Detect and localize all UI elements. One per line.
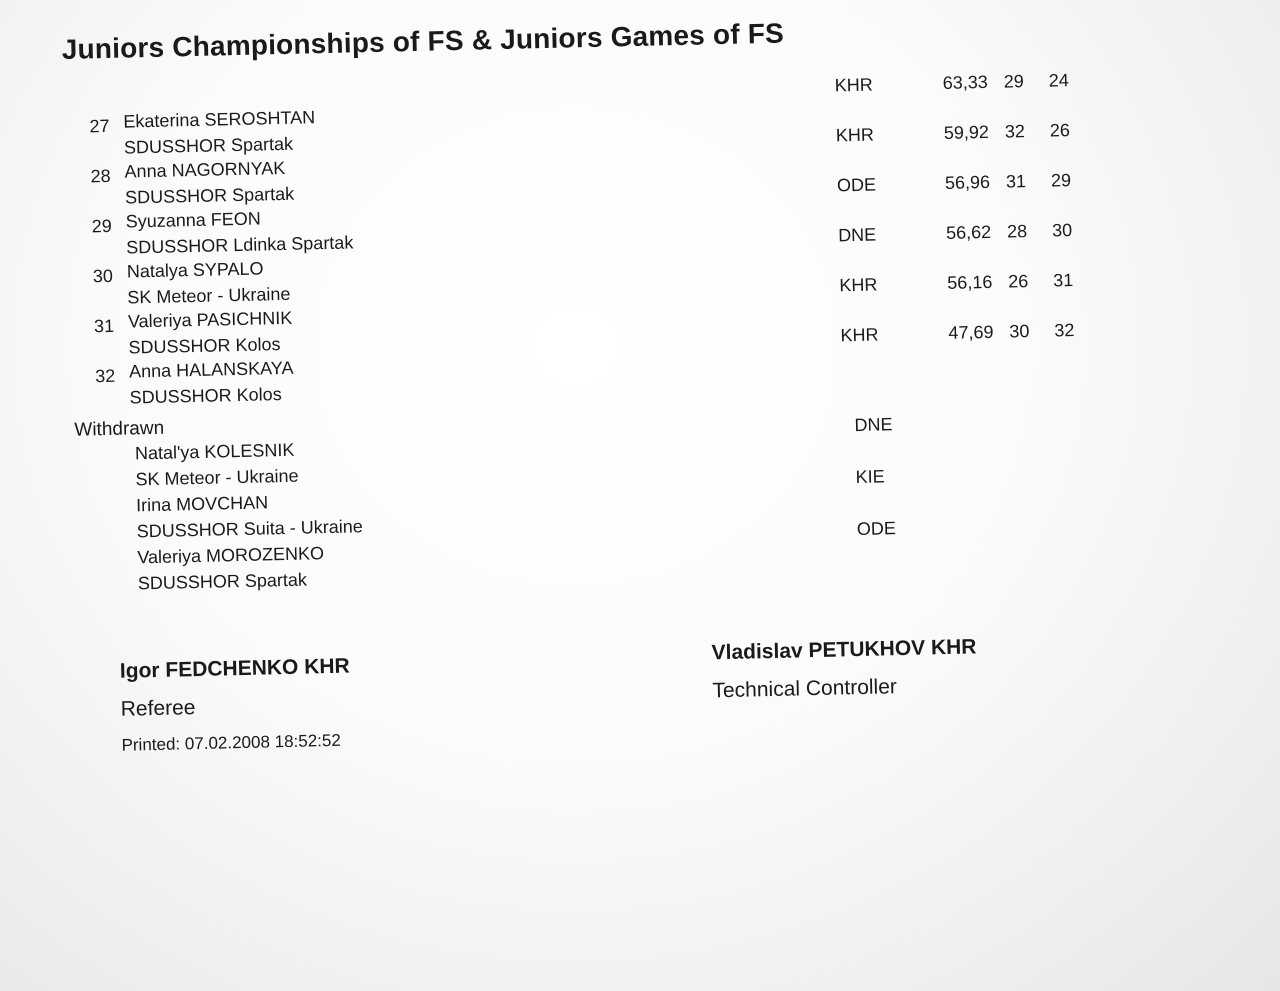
club-name: SDUSSHOR Kolos bbox=[128, 334, 281, 358]
free-skating-place: 30 bbox=[1051, 220, 1073, 241]
total-points: 56,16 bbox=[947, 271, 993, 293]
club-name: SDUSSHOR Suita - Ukraine bbox=[136, 516, 363, 542]
skater-name: Valeriya PASICHNIK bbox=[127, 307, 293, 332]
free-skating-place: 29 bbox=[1050, 170, 1072, 191]
nation-code: DNE bbox=[854, 414, 893, 436]
skater-name: Syuzanna FEON bbox=[125, 208, 261, 232]
nation-code: ODE bbox=[856, 518, 897, 540]
total-points: 56,62 bbox=[945, 221, 992, 243]
total-points: 56,96 bbox=[944, 171, 991, 193]
short-program-place: 28 bbox=[1006, 221, 1028, 242]
short-program-place: 31 bbox=[1005, 171, 1027, 192]
referee-block bbox=[120, 655, 352, 756]
club-name: SDUSSHOR Spartak bbox=[123, 133, 294, 158]
skater-name: Ekaterina SEROSHTAN bbox=[123, 107, 316, 132]
club-name: SDUSSHOR Spartak bbox=[137, 569, 308, 594]
referee-name: Igor FEDCHENKO KHR bbox=[119, 654, 350, 683]
referee-role: Referee bbox=[120, 696, 196, 721]
nation-code: DNE bbox=[837, 224, 877, 246]
technical-controller-block bbox=[711, 635, 977, 703]
document-title: Juniors Championships of FS & Juniors Games of FS bbox=[61, 17, 785, 65]
skater-name: Natalya SYPALO bbox=[126, 258, 264, 282]
nation-code: KHR bbox=[835, 124, 875, 146]
skater-name: Valeriya MOROZENKO bbox=[137, 543, 325, 568]
nation-code: KHR bbox=[834, 74, 874, 96]
rank-number: 28 bbox=[90, 165, 111, 187]
withdrawn-heading: Withdrawn bbox=[74, 417, 165, 441]
rank-number: 32 bbox=[94, 365, 116, 387]
technical-controller-role: Technical Controller bbox=[712, 675, 898, 703]
free-skating-place: 24 bbox=[1048, 70, 1069, 91]
total-points: 63,33 bbox=[942, 71, 989, 93]
technical-controller-name: Vladislav PETUKHOV KHR bbox=[711, 635, 977, 665]
short-program-place: 26 bbox=[1008, 271, 1029, 292]
nation-code: ODE bbox=[836, 174, 877, 196]
skater-name: Anna NAGORNYAK bbox=[124, 157, 286, 182]
club-name: SK Meteor - Ukraine bbox=[127, 283, 291, 308]
nation-code: KIE bbox=[855, 466, 885, 488]
skater-name: Natal'ya KOLESNIK bbox=[134, 439, 295, 464]
short-program-place: 32 bbox=[1004, 121, 1026, 142]
rank-number: 31 bbox=[93, 315, 115, 337]
short-program-place: 29 bbox=[1003, 71, 1024, 92]
skater-name: Irina MOVCHAN bbox=[135, 492, 269, 516]
rank-number: 30 bbox=[92, 265, 114, 287]
rank-number: 29 bbox=[91, 215, 113, 237]
club-name: SDUSSHOR Ldinka Spartak bbox=[126, 232, 354, 258]
rank-number: 27 bbox=[89, 115, 110, 137]
club-name: SK Meteor - Ukraine bbox=[135, 465, 299, 490]
club-name: SDUSSHOR Kolos bbox=[129, 384, 282, 408]
skater-name: Anna HALANSKAYA bbox=[128, 357, 294, 382]
free-skating-place: 31 bbox=[1053, 270, 1074, 291]
free-skating-place: 32 bbox=[1054, 320, 1075, 341]
short-program-place: 30 bbox=[1009, 321, 1030, 342]
club-name: SDUSSHOR Spartak bbox=[124, 183, 295, 208]
total-points: 59,92 bbox=[943, 121, 990, 143]
nation-code: KHR bbox=[840, 324, 879, 346]
printed-timestamp: Printed: 07.02.2008 18:52:52 bbox=[121, 730, 342, 755]
total-points: 47,69 bbox=[948, 321, 994, 343]
nation-code: KHR bbox=[839, 274, 878, 296]
free-skating-place: 26 bbox=[1049, 120, 1071, 141]
